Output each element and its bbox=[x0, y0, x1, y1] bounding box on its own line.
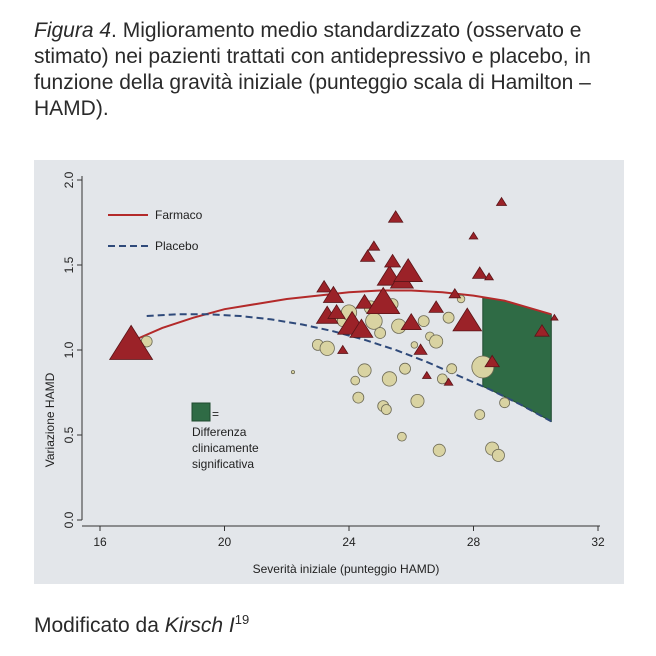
drug-point bbox=[368, 241, 379, 250]
placebo-point bbox=[400, 363, 411, 374]
drug-point bbox=[551, 314, 558, 320]
y-tick-label: 0.0 bbox=[62, 511, 76, 529]
source-prefix: Modificato da bbox=[34, 614, 165, 637]
placebo-point bbox=[418, 316, 429, 327]
drug-point bbox=[453, 308, 482, 331]
y-tick-label: 0.5 bbox=[62, 426, 76, 444]
source-author: Kirsch I bbox=[164, 614, 235, 637]
drug-point bbox=[338, 345, 348, 353]
placebo-point bbox=[411, 342, 418, 349]
x-tick-label: 28 bbox=[466, 535, 481, 549]
placebo-point bbox=[500, 398, 510, 408]
placebo-point bbox=[366, 313, 383, 330]
drug-point bbox=[429, 301, 443, 312]
legend-drug-label: Farmaco bbox=[155, 208, 203, 222]
drug-point bbox=[389, 211, 403, 222]
drug-point bbox=[317, 281, 331, 292]
legend-shade-label-line: clinicamente bbox=[192, 441, 259, 455]
x-axis-label: Severità iniziale (punteggio HAMD) bbox=[252, 562, 440, 576]
placebo-point bbox=[353, 392, 364, 403]
figure-number: Figura 4 bbox=[34, 19, 112, 42]
placebo-point bbox=[411, 394, 424, 407]
x-tick-label: 20 bbox=[217, 535, 232, 549]
drug-point bbox=[473, 267, 487, 278]
placebo-point bbox=[443, 312, 454, 323]
placebo-point bbox=[351, 376, 360, 385]
y-tick-label: 1.5 bbox=[62, 256, 76, 274]
figure-caption-text: . Miglioramento medio standardizzato (osservato e stimato) nei pazienti trattati con antidepressivo e placebo, in funzione della gravità iniziale (punteggio scala di Hamilton – HAMD). bbox=[34, 19, 591, 120]
figure-caption bbox=[34, 18, 634, 122]
drug-point bbox=[394, 259, 423, 282]
y-tick-label: 2.0 bbox=[62, 171, 76, 189]
placebo-point bbox=[475, 410, 485, 420]
placebo-point bbox=[447, 364, 457, 374]
y-axis-label: Variazione HAMD bbox=[43, 372, 57, 468]
drug-point bbox=[497, 198, 507, 206]
placebo-point bbox=[375, 328, 386, 339]
source-reference: 19 bbox=[234, 612, 250, 627]
legend-shade-label-line: Differenza bbox=[192, 425, 247, 439]
placebo-point bbox=[430, 335, 443, 348]
placebo-point bbox=[291, 371, 294, 374]
x-tick-label: 32 bbox=[591, 535, 605, 549]
drug-point bbox=[361, 250, 375, 261]
source-note bbox=[34, 612, 249, 638]
y-tick-label: 1.0 bbox=[62, 341, 76, 359]
scatter-chart bbox=[34, 160, 624, 584]
placebo-point bbox=[358, 364, 371, 377]
legend-shade-label-line: significativa bbox=[192, 457, 255, 471]
legend-shade-swatch bbox=[192, 403, 210, 421]
placebo-point bbox=[320, 341, 334, 355]
placebo-point bbox=[382, 372, 396, 386]
legend-shade-label-line: = bbox=[212, 407, 220, 421]
chart-panel bbox=[34, 160, 624, 584]
drug-point bbox=[385, 254, 401, 267]
legend-placebo-label: Placebo bbox=[155, 239, 199, 253]
x-tick-label: 24 bbox=[342, 535, 356, 549]
x-tick-label: 16 bbox=[93, 535, 107, 549]
drug-point bbox=[469, 232, 478, 239]
placebo-point bbox=[398, 432, 407, 441]
placebo-point bbox=[381, 405, 391, 415]
drug-point bbox=[423, 372, 432, 379]
placebo-point bbox=[492, 449, 504, 461]
placebo-point bbox=[433, 444, 445, 456]
